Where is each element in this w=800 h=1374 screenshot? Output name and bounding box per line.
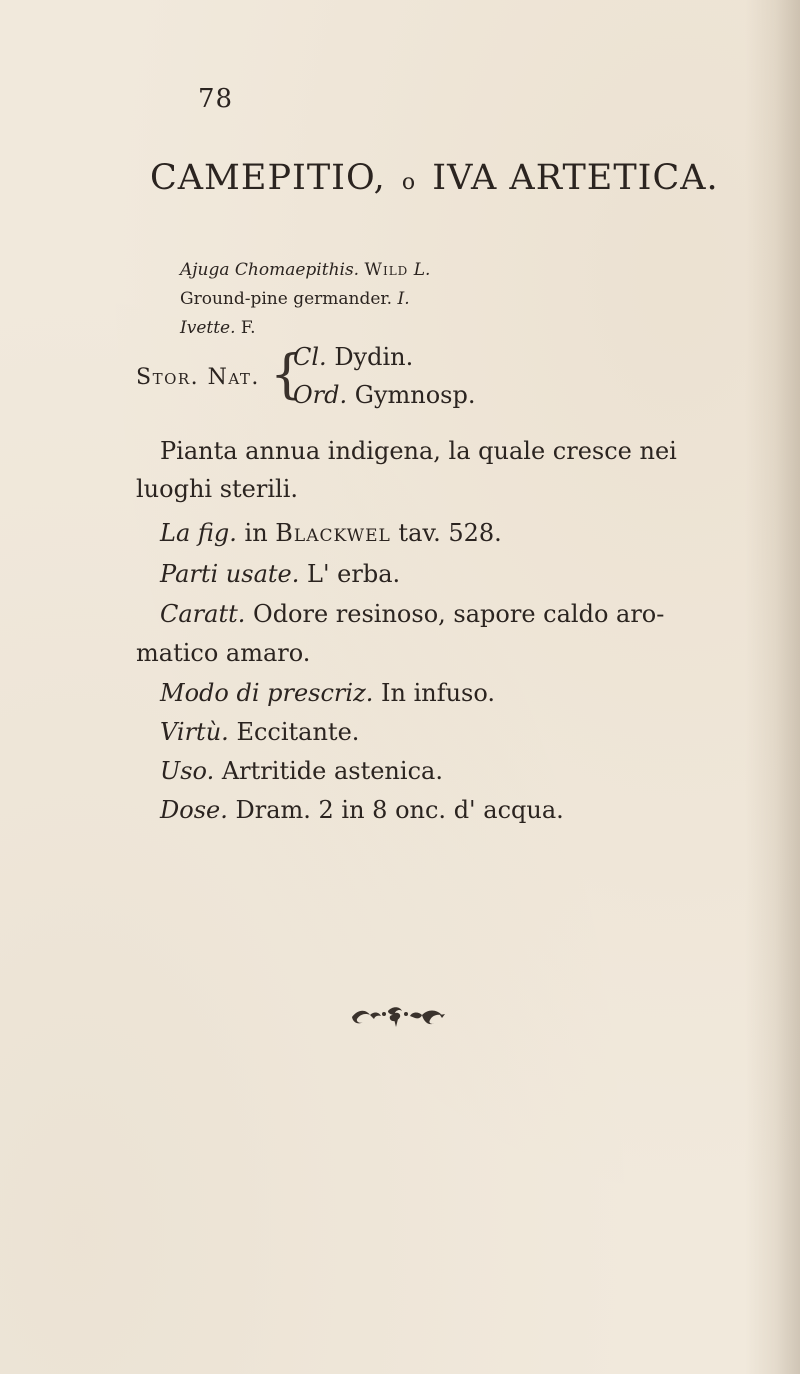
- title-main: CAMEPITIO,: [150, 158, 386, 198]
- synonym-french: [180, 314, 430, 343]
- prescription-line: [160, 674, 495, 712]
- figure-line: [160, 514, 502, 552]
- use-text: Artritide astenica.: [221, 757, 443, 785]
- description-line-1: Pianta annua indigena, la quale cresce nei: [160, 437, 677, 465]
- synonyms-block: [180, 256, 430, 343]
- figure-label: La fig.: [160, 519, 237, 547]
- figure-plate: tav. 528.: [398, 519, 502, 547]
- natural-history-classification: [136, 340, 596, 420]
- dose-text: Dram. 2 in 8 onc. d' acqua.: [235, 796, 564, 824]
- characters-label: Caratt.: [160, 600, 246, 628]
- prescription-text: In infuso.: [381, 679, 496, 707]
- title-conjunction: o: [401, 170, 417, 195]
- order-value: Gymnosp.: [354, 381, 476, 409]
- prescription-label: Modo di prescriz.: [160, 679, 374, 707]
- order-label: Ord.: [293, 381, 348, 409]
- class-value: Dydin.: [334, 343, 414, 371]
- latin-suffix: L.: [413, 260, 431, 280]
- french-name: Ivette.: [180, 318, 236, 338]
- characters-text: Odore resinoso, sapore caldo aro-: [253, 600, 665, 628]
- description-line-2: luoghi sterili.: [136, 475, 298, 503]
- stor-nat-label: Stor. Nat.: [136, 365, 260, 390]
- parts-used-label: Parti usate.: [160, 560, 300, 588]
- page-number: 78: [198, 84, 234, 114]
- english-name: Ground-pine germander.: [180, 289, 393, 309]
- parts-used-text: L' erba.: [307, 560, 401, 588]
- dose-line: [160, 791, 564, 829]
- figure-author: Blackwel: [275, 519, 391, 547]
- entry-title: [150, 158, 719, 198]
- french-suffix: F.: [240, 318, 256, 338]
- latin-name: Ajuga Chomaepithis.: [180, 260, 360, 280]
- order-line: [293, 381, 475, 409]
- use-label: Uso.: [160, 757, 215, 785]
- synonym-english: [180, 285, 430, 314]
- figure-in: in: [244, 519, 268, 547]
- curly-brace-icon: {: [270, 345, 304, 405]
- virtue-text: Eccitante.: [236, 718, 360, 746]
- class-label: Cl.: [293, 343, 327, 371]
- dose-label: Dose.: [160, 796, 228, 824]
- virtue-label: Virtù.: [160, 718, 229, 746]
- synonym-latin: [180, 256, 430, 285]
- class-line: [293, 343, 413, 371]
- english-suffix: I.: [397, 289, 410, 309]
- page-edge-shadow: [745, 0, 800, 1374]
- title-alternate: IVA ARTETICA.: [432, 158, 719, 198]
- virtue-line: [160, 713, 359, 751]
- use-line: [160, 752, 443, 790]
- characters-line: [160, 595, 664, 633]
- printer-ornament-icon: [348, 1003, 448, 1029]
- latin-author: Wild: [364, 260, 409, 280]
- characters-line-2: matico amaro.: [136, 639, 311, 667]
- parts-used-line: [160, 555, 400, 593]
